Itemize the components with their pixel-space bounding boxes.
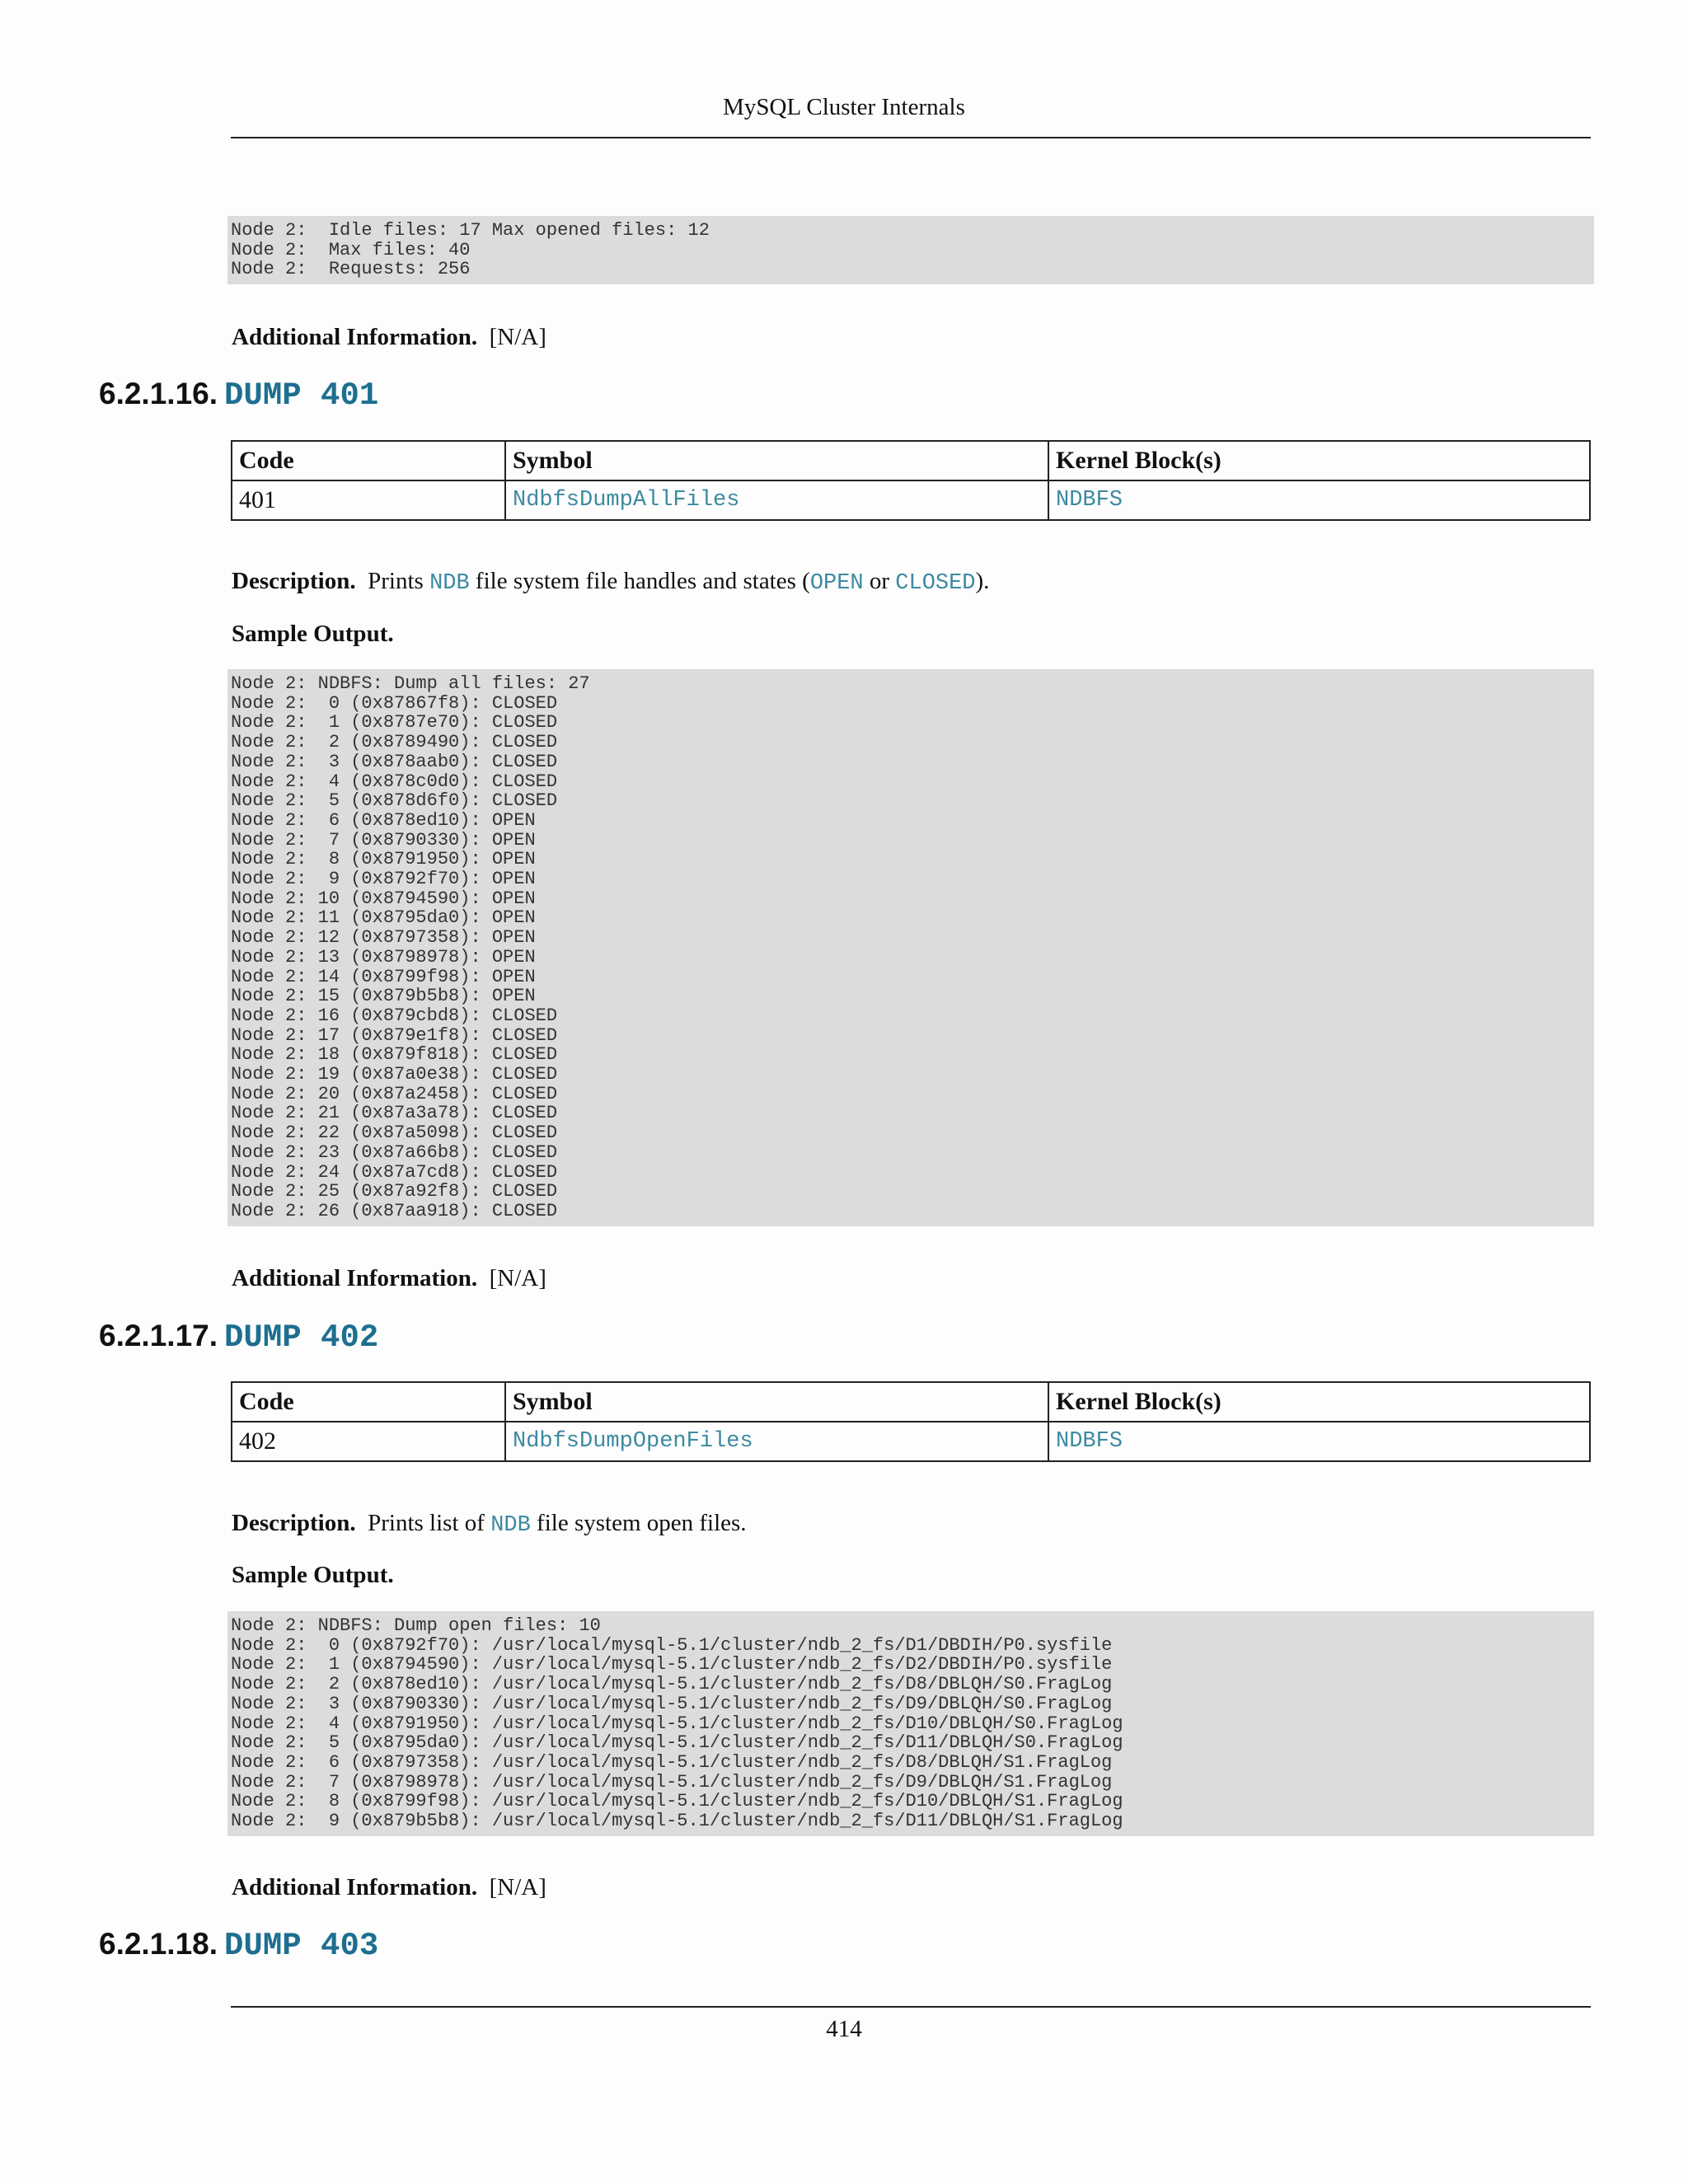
table-header-row: [232, 1382, 1590, 1422]
code-cell: 401: [232, 480, 505, 520]
section-heading-dump-401: [99, 377, 378, 414]
sample-output-heading: Sample Output.: [232, 1562, 394, 1588]
kernel-block-link[interactable]: NDBFS: [1048, 480, 1590, 520]
additional-info-paragraph: [232, 1874, 546, 1901]
additional-info-value: [N/A]: [489, 1265, 546, 1291]
description-text: Prints list of: [368, 1510, 491, 1536]
table-row: [232, 1422, 1590, 1461]
additional-info-value: [N/A]: [489, 1874, 546, 1900]
additional-info-value: [N/A]: [489, 324, 546, 350]
closed-link[interactable]: CLOSED: [895, 571, 976, 596]
symbol-link[interactable]: NdbfsDumpAllFiles: [505, 480, 1048, 520]
additional-info-label: Additional Information.: [232, 1265, 478, 1291]
description-paragraph: [232, 1510, 747, 1538]
column-header-symbol: Symbol: [505, 1382, 1048, 1422]
section-title-link[interactable]: DUMP 401: [224, 377, 379, 414]
section-number: 6.2.1.18.: [99, 1927, 218, 1961]
description-text: ).: [975, 568, 990, 594]
page-number: 414: [826, 2016, 862, 2042]
description-paragraph: [232, 568, 989, 596]
ndb-link[interactable]: NDB: [429, 571, 470, 596]
column-header-kernel-blocks: Kernel Block(s): [1048, 441, 1590, 480]
code-block-dump-open-files: Node 2: NDBFS: Dump open files: 10 Node 2: 0 (0x8792f70): /usr/local/mysql-5.1/cluster/ndb_2_fs/D1/DBDIH/P0.sysfile Node 2: 1 (0x8794590): /usr/local/mysql-5.1/cluster/ndb_2_fs/D2/DBDIH/P0.sysfile Node 2: 2 (0x878ed10): /usr/local/mysql-5.1/cluster/ndb_2_fs/D8/DBLQH/S0.FragLog Node 2: 3 (0x8790330): /usr/local/mysql-5.1/cluster/ndb_2_fs/D9/DBLQH/S0.FragLog Node 2: 4 (0x8791950): /usr/local/mysql-5.1/cluster/ndb_2_fs/D10/DBLQH/S0.FragLog Node 2: 5 (0x8795da0): /usr/local/mysql-5.1/cluster/ndb_2_fs/D11/DBLQH/S0.FragLog Node 2: 6 (0x8797358): /usr/local/mysql-5.1/cluster/ndb_2_fs/D8/DBLQH/S1.FragLog Node 2: 7 (0x8798978): /usr/local/mysql-5.1/cluster/ndb_2_fs/D9/DBLQH/S1.FragLog Node 2: 8 (0x8799f98): /usr/local/mysql-5.1/cluster/ndb_2_fs/D10/DBLQH/S1.FragLog Node 2: 9 (0x879b5b8): /usr/local/mysql-5.1/cluster/ndb_2_fs/D11/DBLQH/S1.FragLog: [227, 1611, 1594, 1836]
footer-rule: [231, 2006, 1591, 2008]
section-heading-dump-403: [99, 1927, 378, 1964]
description-label: Description.: [232, 568, 356, 594]
code-cell: 402: [232, 1422, 505, 1461]
description-label: Description.: [232, 1510, 356, 1536]
description-text: or: [863, 568, 896, 594]
code-block-dump-all-files: Node 2: NDBFS: Dump all files: 27 Node 2: 0 (0x87867f8): CLOSED Node 2: 1 (0x8787e70): CLOSED Node 2: 2 (0x8789490): CLOSED Node 2: 3 (0x878aab0): CLOSED Node 2: 4 (0x878c0d0): CLOSED Node 2: 5 (0x878d6f0): CLOSED Node 2: 6 (0x878ed10): OPEN Node 2: 7 (0x8790330): OPEN Node 2: 8 (0x8791950): OPEN Node 2: 9 (0x8792f70): OPEN Node 2: 10 (0x8794590): OPEN Node 2: 11 (0x8795da0): OPEN Node 2: 12 (0x8797358): OPEN Node 2: 13 (0x8798978): OPEN Node 2: 14 (0x8799f98): OPEN Node 2: 15 (0x879b5b8): OPEN Node 2: 16 (0x879cbd8): CLOSED Node 2: 17 (0x879e1f8): CLOSED Node 2: 18 (0x879f818): CLOSED Node 2: 19 (0x87a0e38): CLOSED Node 2: 20 (0x87a2458): CLOSED Node 2: 21 (0x87a3a78): CLOSED Node 2: 22 (0x87a5098): CLOSED Node 2: 23 (0x87a66b8): CLOSED Node 2: 24 (0x87a7cd8): CLOSED Node 2: 25 (0x87a92f8): CLOSED Node 2: 26 (0x87aa918): CLOSED: [227, 669, 1594, 1226]
column-header-symbol: Symbol: [505, 441, 1048, 480]
description-text: file system open files.: [530, 1510, 747, 1536]
dump-402-table: [231, 1381, 1591, 1462]
dump-401-table: [231, 440, 1591, 521]
table-header-row: [232, 441, 1590, 480]
description-text: file system file handles and states (: [469, 568, 810, 594]
additional-info-paragraph: [232, 1265, 546, 1292]
additional-info-label: Additional Information.: [232, 324, 478, 350]
column-header-kernel-blocks: Kernel Block(s): [1048, 1382, 1590, 1422]
sample-output-heading: Sample Output.: [232, 621, 394, 647]
symbol-link[interactable]: NdbfsDumpOpenFiles: [505, 1422, 1048, 1461]
sample-output-label: [232, 1562, 394, 1589]
additional-info-label: Additional Information.: [232, 1874, 478, 1900]
sample-output-label: [232, 621, 394, 648]
ndb-link[interactable]: NDB: [490, 1513, 531, 1538]
column-header-code: Code: [232, 1382, 505, 1422]
section-title-link[interactable]: DUMP 402: [224, 1319, 379, 1356]
table-row: [232, 480, 1590, 520]
running-header: MySQL Cluster Internals: [723, 94, 965, 120]
header-rule: [231, 137, 1591, 138]
section-number: 6.2.1.16.: [99, 377, 218, 410]
kernel-block-link[interactable]: NDBFS: [1048, 1422, 1590, 1461]
open-link[interactable]: OPEN: [809, 571, 864, 596]
section-number: 6.2.1.17.: [99, 1319, 218, 1352]
section-title-link[interactable]: DUMP 403: [224, 1928, 379, 1964]
description-text: Prints: [368, 568, 430, 594]
column-header-code: Code: [232, 441, 505, 480]
additional-info-paragraph: [232, 324, 546, 351]
section-heading-dump-402: [99, 1319, 378, 1356]
code-block-continued-output: Node 2: Idle files: 17 Max opened files: 12 Node 2: Max files: 40 Node 2: Requests: 256: [227, 216, 1594, 284]
